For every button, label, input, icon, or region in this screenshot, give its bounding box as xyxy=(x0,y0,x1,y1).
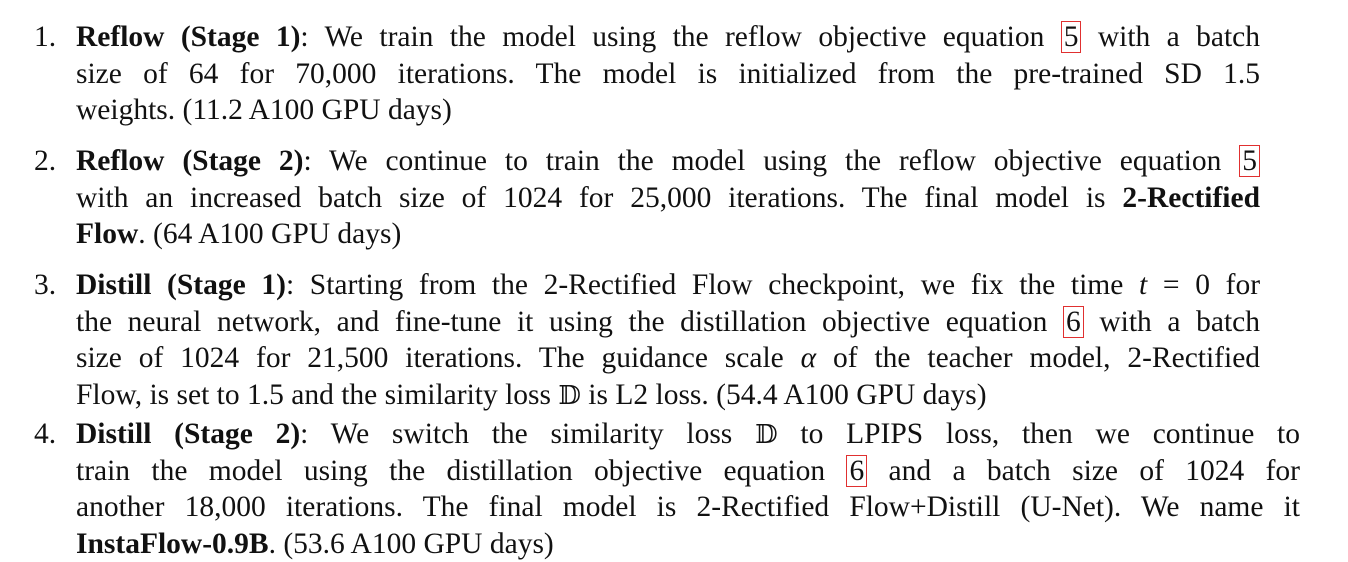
text-span: to LPIPS loss, then we continue to xyxy=(800,418,1300,450)
text-span: train the model using the distillation objective equation xyxy=(76,455,825,487)
text-line xyxy=(76,180,1260,217)
text-span: . (64 A100 GPU days) xyxy=(138,218,401,250)
text-span: : We switch the similarity loss xyxy=(300,418,732,450)
text-line xyxy=(76,143,1260,180)
text-line: weights. (11.2 A100 GPU days) xyxy=(76,92,452,129)
item-title: Reflow (Stage 1) xyxy=(76,21,300,53)
math-variable: t xyxy=(1139,269,1147,301)
text-span: : We train the model using the reflow objective equation xyxy=(300,21,1044,53)
item-title: Reflow (Stage 2) xyxy=(76,145,303,177)
equation-reference-link[interactable]: 6 xyxy=(846,455,867,487)
text-span: : We continue to train the model using the reflow objective equation xyxy=(303,145,1221,177)
text-line: size of 64 for 70,000 iterations. The model is initialized from the pre-trained SD 1.5 xyxy=(76,56,1260,93)
bold-term: Flow xyxy=(76,218,138,250)
text-span: : Starting from the 2-Rectified Flow checkpoint, we fix the time xyxy=(286,269,1123,301)
text-line xyxy=(76,19,1260,56)
text-span: for xyxy=(1226,269,1260,301)
text-line xyxy=(76,267,1260,304)
item-title: Distill (Stage 2) xyxy=(76,418,300,450)
text-line xyxy=(76,453,1300,490)
bold-term: 2-Rectified xyxy=(1122,182,1260,214)
equation-reference-link[interactable]: 5 xyxy=(1061,21,1082,53)
text-span: is L2 loss. (54.4 A100 GPU days) xyxy=(588,379,986,411)
text-line xyxy=(76,340,1260,377)
equation-reference-link[interactable]: 5 xyxy=(1239,145,1260,177)
text-line xyxy=(76,216,401,253)
text-span: Flow, is set to 1.5 and the similarity loss xyxy=(76,379,551,411)
text-span: the neural network, and fine-tune it using the distillation objective equation xyxy=(76,306,1047,338)
equation-reference-link[interactable]: 6 xyxy=(1063,306,1084,338)
text-span: with a batch xyxy=(1099,306,1260,338)
text-line xyxy=(76,304,1260,341)
text-span: size of 1024 for 21,500 iterations. The guidance scale xyxy=(76,342,784,374)
text-span: with a batch xyxy=(1098,21,1260,53)
text-line xyxy=(76,377,987,415)
list-item-number: 4. xyxy=(34,416,56,453)
text-span: and a batch size of 1024 for xyxy=(889,455,1300,487)
math-symbol: 𝔻 xyxy=(755,420,778,450)
text-span: of the teacher model, 2-Rectified xyxy=(833,342,1260,374)
text-line xyxy=(76,526,554,562)
item-title: Distill (Stage 1) xyxy=(76,269,286,301)
list-item-number: 1. xyxy=(34,19,56,56)
list-item-number: 2. xyxy=(34,143,56,180)
math-symbol: 𝔻 xyxy=(558,381,581,411)
bold-term: InstaFlow-0.9B xyxy=(76,528,269,560)
math-expression: = 0 xyxy=(1163,269,1210,301)
math-variable: α xyxy=(801,342,817,374)
text-line: another 18,000 iterations. The final model is 2-Rectified Flow+Distill (U-Net). We name it xyxy=(76,489,1300,526)
list-item-number: 3. xyxy=(34,267,56,304)
text-span: . (53.6 A100 GPU days) xyxy=(269,528,554,560)
text-span: with an increased batch size of 1024 for 25,000 iterations. The final model is xyxy=(76,182,1106,214)
text-line xyxy=(76,416,1300,454)
